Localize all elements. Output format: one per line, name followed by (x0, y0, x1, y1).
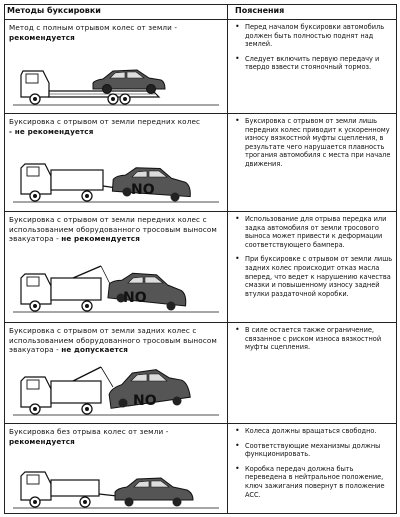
no-mark: NO (133, 393, 157, 409)
note-item: • Соответствующие механизмы должны функционировать. (233, 442, 393, 459)
notes-list (233, 326, 393, 358)
note-item: • Перед началом буксировки автомобиль должен быть полностью поднят над землей. (233, 23, 393, 49)
cable-boom-front-lift-illustration (13, 260, 219, 316)
header-notes: Пояснения (235, 6, 285, 15)
no-mark: NO (131, 182, 155, 198)
note-item: • В силе остается также ограничение, связанное с риском износа вязкостной муфты сцепления. (233, 326, 393, 352)
method-text (9, 117, 223, 136)
method-label: Метод с полным отрывом колес от земли - (9, 23, 178, 32)
table-row (5, 424, 396, 513)
method-label: Буксировка с отрывом от земли передних колес (9, 117, 201, 126)
no-mark: NO (123, 290, 147, 306)
method-text (9, 326, 223, 355)
table-row (5, 212, 396, 323)
towing-methods-table (4, 4, 397, 514)
tow-truck-front-lift-illustration (13, 150, 219, 206)
note-item: • Следует включить первую передачу и твердо взвести стояночный тормоз. (233, 55, 393, 72)
table-header (5, 5, 396, 20)
method-label: Буксировка с отрывом от земли задних колес с использованием оборудованного тросовым выносом эвакуатора - (9, 326, 218, 355)
verdict-label: рекомендуется (9, 32, 75, 42)
table-row (5, 20, 396, 114)
notes-list (233, 215, 393, 304)
method-text (9, 23, 223, 42)
verdict-label: рекомендуется (9, 436, 75, 446)
verdict-label: не допускается (61, 345, 129, 355)
verdict-label: - не рекомендуется (9, 126, 94, 136)
notes-list (233, 117, 393, 175)
cable-boom-rear-lift-illustration (13, 363, 219, 419)
note-item: • При буксировке с отрывом от земли лишь задних колес происходит отказ масла вперед, что ведет к нарушению качества смазки и повышенному износу задней втулки раздаточной коробки. (233, 255, 393, 298)
towing-on-wheels-illustration (13, 456, 219, 512)
table-row (5, 114, 396, 212)
method-label: Буксировка с отрывом от земли передних колес с использованием оборудованного тросовым выносом эвакуатора - (9, 215, 218, 244)
note-item: • Использование для отрыва передка или задка автомобиля от земли тросового выноса может привести к деформации соответствующего бампера. (233, 215, 393, 249)
note-item: • Колеса должны вращаться свободно. (233, 427, 393, 436)
method-text (9, 427, 223, 446)
flatbed-truck-illustration (13, 53, 219, 109)
note-item: • Коробка передач должна быть переведена в нейтральное положение, ключ зажигания повернут в положение ACC. (233, 465, 393, 499)
method-text (9, 215, 223, 244)
notes-list (233, 23, 393, 78)
verdict-label: не рекомендуется (61, 234, 140, 244)
note-item: • Буксировка с отрывом от земли лишь передних колес приводит к ускоренному износу вязкостной муфты сцепления, в результате чего нарушается плавность трогания автомобиля с места при начале движения. (233, 117, 393, 169)
header-methods: Методы буксировки (7, 6, 101, 15)
notes-list (233, 427, 393, 505)
method-label: Буксировка без отрыва колес от земли - (9, 427, 169, 436)
table-row (5, 323, 396, 424)
